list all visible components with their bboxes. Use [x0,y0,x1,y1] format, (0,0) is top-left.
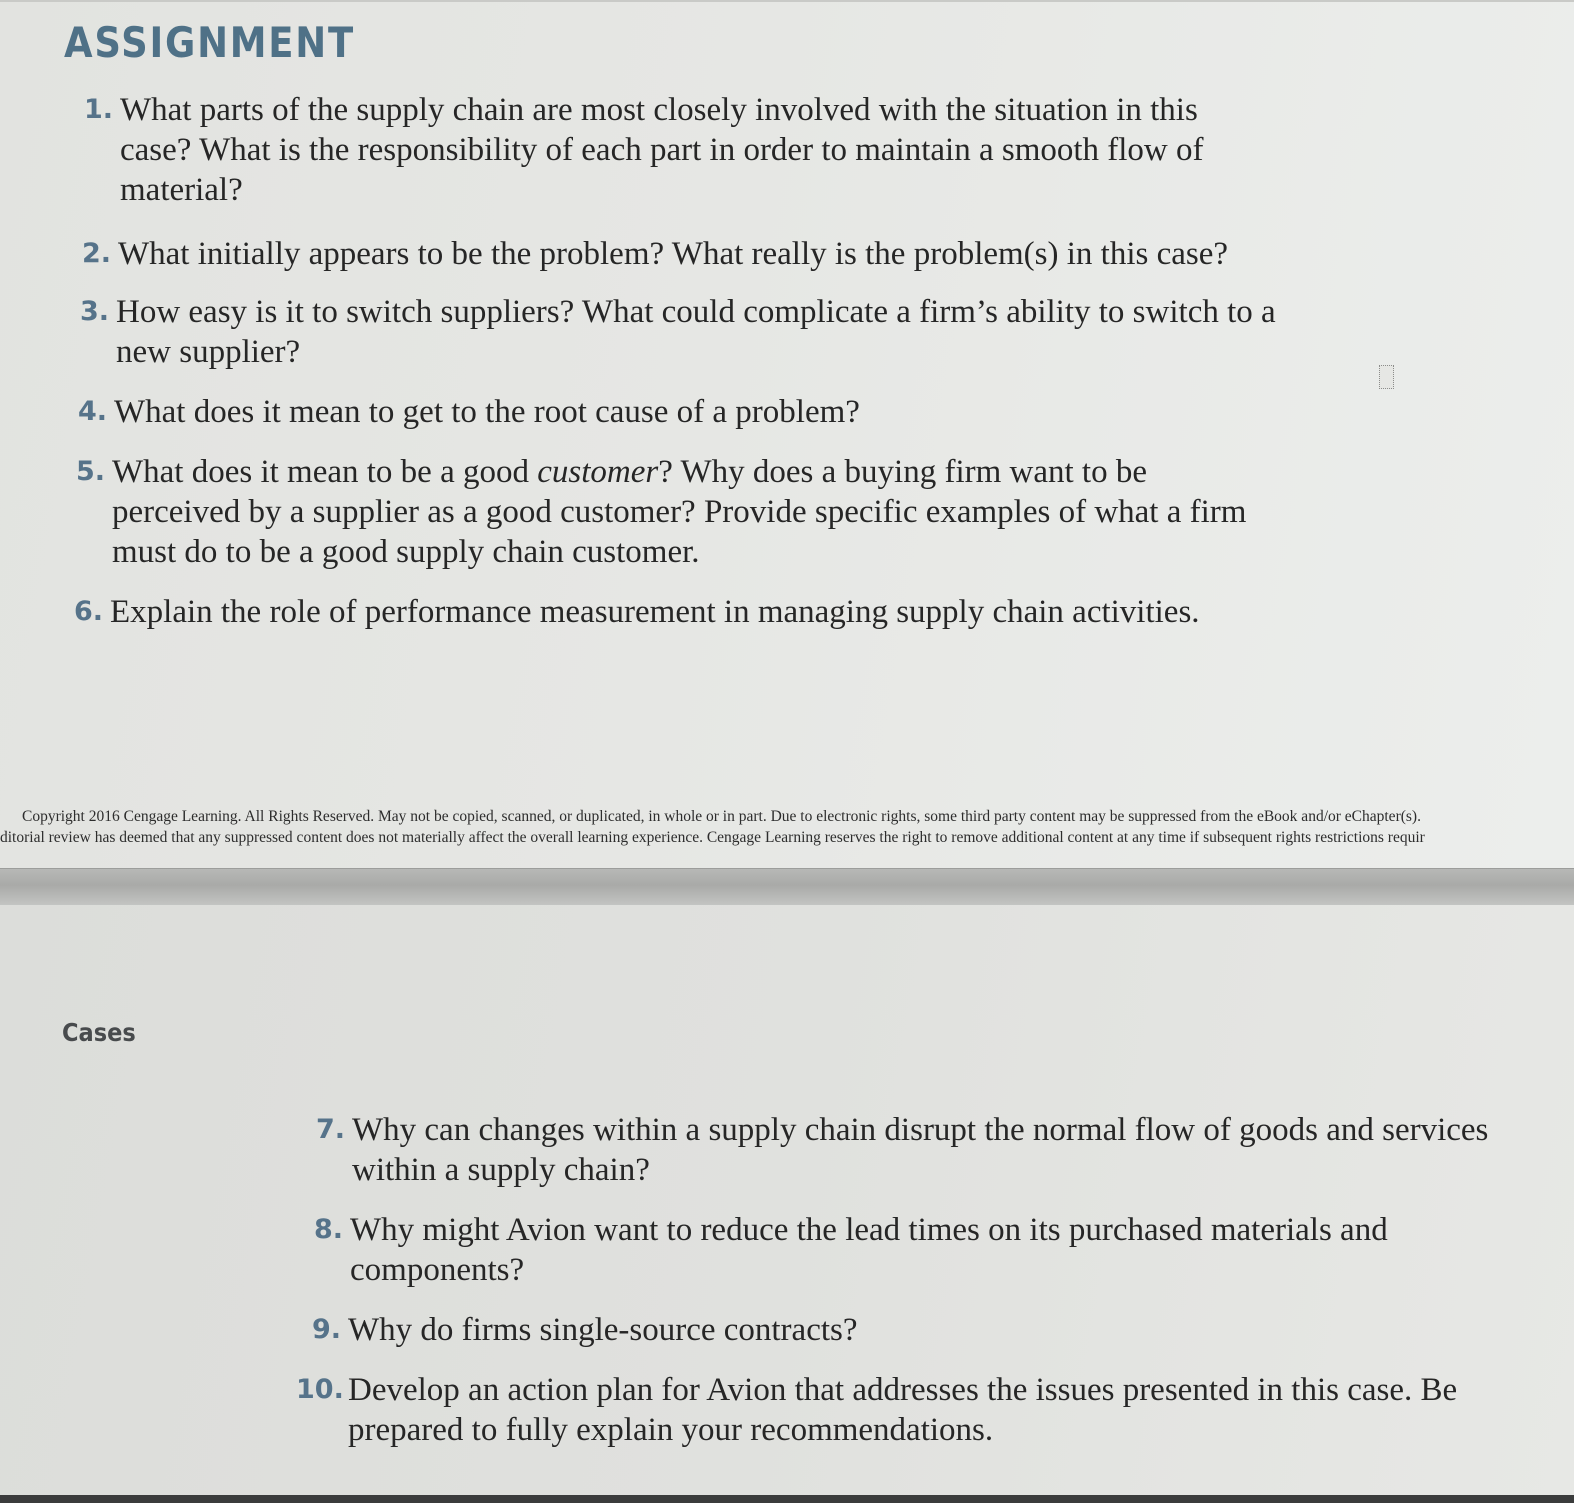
question-item [76,452,1276,572]
copyright-line: Copyright 2016 Cengage Learning. All Rights Reserved. May not be copied, scanned, or duplicated, in whole or in part. Due to electronic rights, some third party content may be suppressed from the eBook and/or eChapter(s). [22,808,1421,825]
question-number: 6. [74,596,104,627]
page-divider [0,868,1574,906]
question-item [312,1310,1452,1350]
question-number: 7. [316,1114,346,1145]
copyright-line: ditorial review has deemed that any suppressed content does not materially affect the overall learning experience. Cengage Learning reserves the right to remove additional content at any time if subsequent rights restrictions requir [0,829,1425,846]
question-item [82,234,1322,274]
question-text: What does it mean to get to the root cause of a problem? [114,394,860,430]
question-item [74,592,1374,632]
assignment-heading: ASSIGNMENT [64,18,355,67]
question-text: Why can changes within a supply chain disrupt the normal flow of goods and services within a supply chain? [352,1112,1489,1188]
question-number: 8. [314,1214,344,1245]
placeholder-box [1379,365,1394,389]
question-item [78,392,1318,432]
screen-bottom-edge [0,1495,1574,1503]
question-item [80,292,1300,372]
question-item [314,1210,1454,1290]
question-number: 10. [296,1374,344,1405]
question-text-end: ? Why does a buying firm want to be perceived by a supplier as a good customer? Provide specific examples of what a firm must do to be a good supply chain customer. [112,454,1247,570]
question-number: 4. [78,396,108,427]
question-text: Why do firms single-source contracts? [348,1312,858,1348]
question-number: 5. [76,456,106,487]
question-text-start: What does it mean to be a good [112,454,529,490]
question-number: 3. [80,296,110,327]
question-text: What parts of the supply chain are most closely involved with the situation in this case? What is the responsibility of each part in order to maintain a smooth flow of material? [120,92,1204,208]
question-number: 9. [312,1314,342,1345]
question-text: Why might Avion want to reduce the lead times on its purchased materials and components? [350,1212,1388,1288]
question-item [84,90,1244,210]
question-text [112,452,1276,572]
question-text: How easy is it to switch suppliers? What could complicate a firm’s ability to switch to a new supplier? [116,294,1276,370]
question-text-italic: customer [537,454,659,490]
question-text: What initially appears to be the problem? What really is the problem(s) in this case? [118,236,1229,272]
question-number: 2. [82,238,112,269]
question-number: 1. [84,94,114,125]
question-text: Explain the role of performance measurement in managing supply chain activities. [110,594,1200,630]
cases-heading: Cases [62,1018,136,1047]
question-item [316,1110,1516,1190]
question-text: Develop an action plan for Avion that addresses the issues presented in this case. Be prepared to fully explain your recommendations. [348,1372,1458,1448]
question-item [296,1370,1482,1450]
